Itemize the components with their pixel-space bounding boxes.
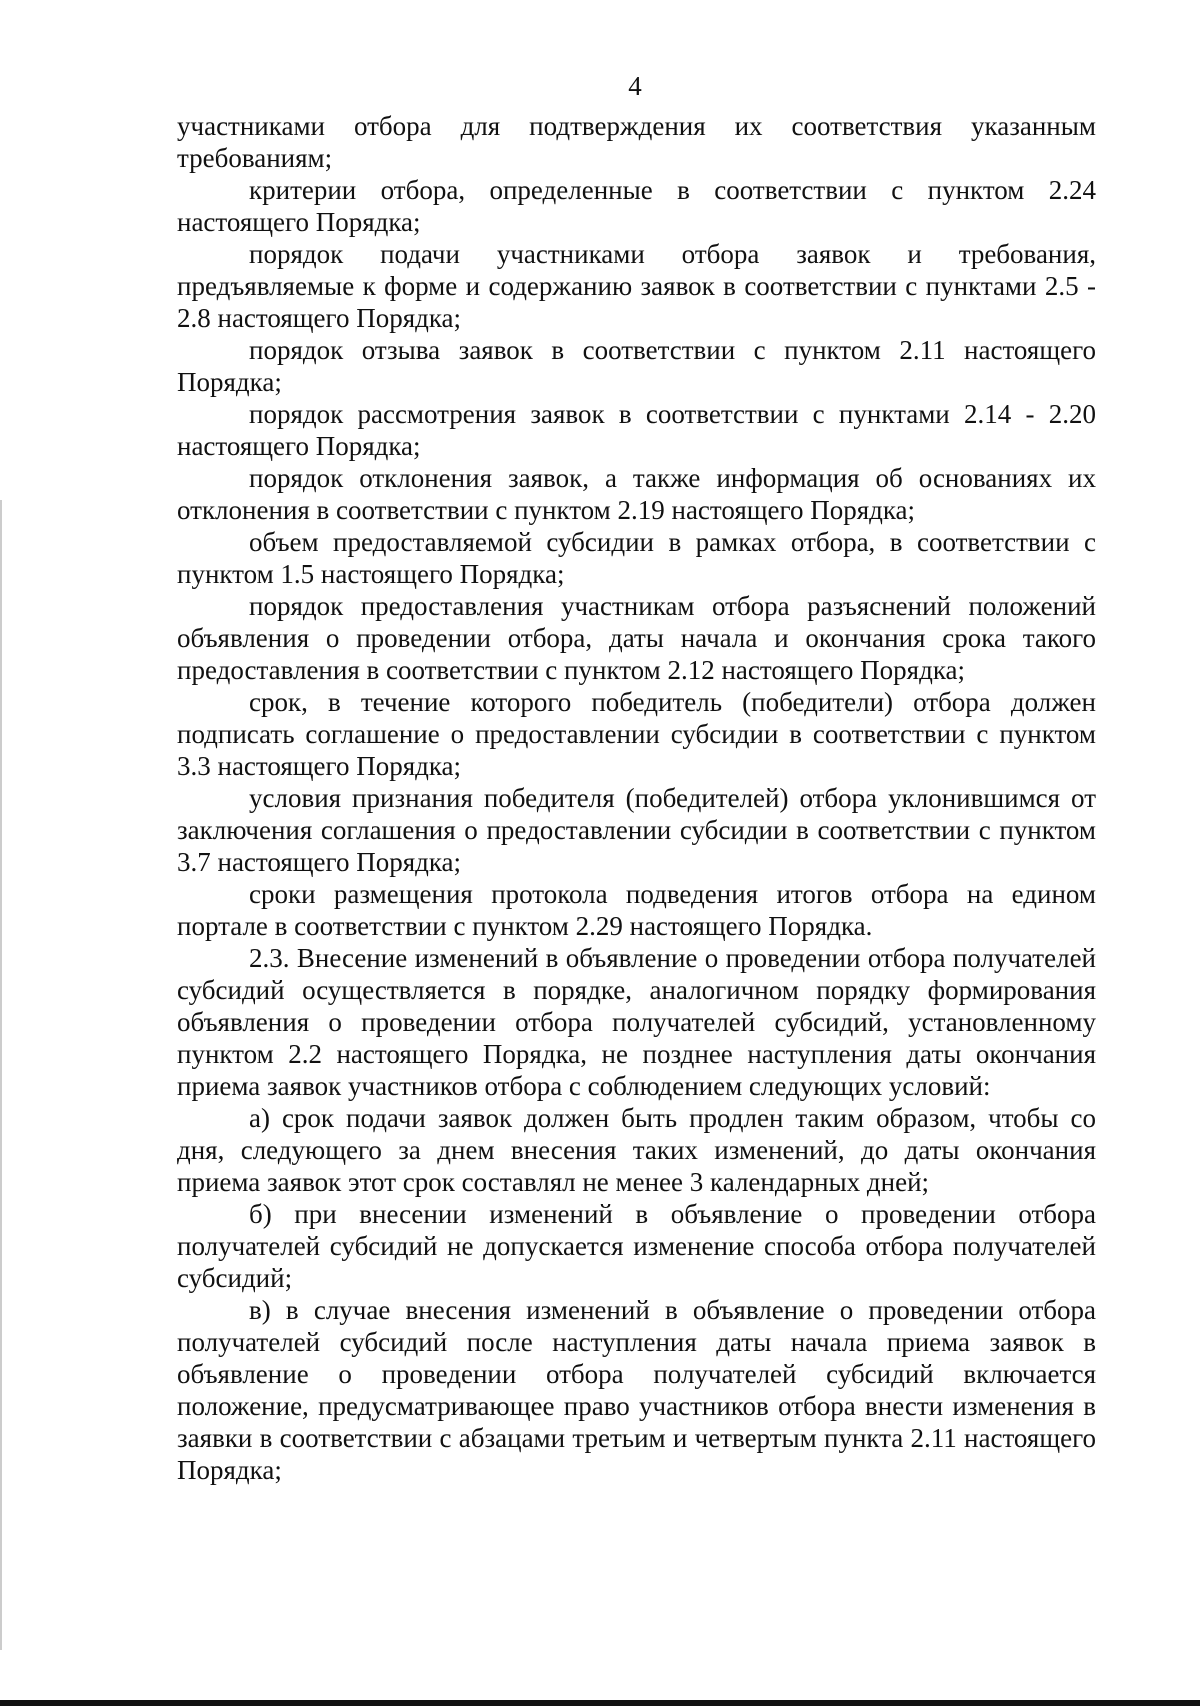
paragraph-withdrawal-procedure: порядок отзыва заявок в соответствии с пунктом 2.11 настоящего Порядка; (177, 335, 1096, 397)
paragraph-signing-deadline: срок, в течение которого победитель (победители) отбора должен подписать соглашение о предоставлении субсидии в соответствии с пунктом 3.3 настоящего Порядка; (177, 687, 1096, 781)
paragraph-section-2-3: 2.3. Внесение изменений в объявление о проведении отбора получателей субсидий осуществляется в порядке, аналогичном порядку формирования объявления о проведении отбора получателей субсидий, установленному пунктом 2.2 настоящего Порядка, не позднее наступления даты окончания приема заявок участников отбора с соблюдением следующих условий: (177, 943, 1096, 1101)
paragraph-review-procedure: порядок рассмотрения заявок в соответствии с пунктами 2.14 - 2.20 настоящего Порядка; (177, 399, 1096, 461)
paragraph-subsidy-volume: объем предоставляемой субсидии в рамках отбора, в соответствии с пунктом 1.5 настоящего Порядка; (177, 527, 1096, 589)
paragraph-item-a: а) срок подачи заявок должен быть продлен таким образом, чтобы со дня, следующего за днем внесения таких изменений, до даты окончания приема заявок этот срок составлял не менее 3 календарных дней; (177, 1103, 1096, 1197)
paragraph-continuation: участниками отбора для подтверждения их соответствия указанным требованиям; (177, 111, 1096, 173)
page-number: 4 (628, 71, 642, 101)
scan-bottom-edge (0, 1700, 1200, 1706)
paragraph-protocol-publication: сроки размещения протокола подведения итогов отбора на едином портале в соответствии с пунктом 2.29 настоящего Порядка. (177, 879, 1096, 941)
paragraph-item-b: б) при внесении изменений в объявление о проведении отбора получателей субсидий не допускается изменение способа отбора получателей субсидий; (177, 1199, 1096, 1293)
paragraph-evasion-conditions: условия признания победителя (победителей) отбора уклонившимся от заключения соглашения о предоставлении субсидии в соответствии с пунктом 3.7 настоящего Порядка; (177, 783, 1096, 877)
paragraph-clarification-procedure: порядок предоставления участникам отбора разъяснений положений объявления о проведении отбора, даты начала и окончания срока такого предоставления в соответствии с пунктом 2.12 настоящего Порядка; (177, 591, 1096, 685)
scan-left-edge (0, 500, 2, 1650)
paragraph-selection-criteria: критерии отбора, определенные в соответствии с пунктом 2.24 настоящего Порядка; (177, 175, 1096, 237)
paragraph-rejection-procedure: порядок отклонения заявок, а также информация об основаниях их отклонения в соответствии с пунктом 2.19 настоящего Порядка; (177, 463, 1096, 525)
document-body (177, 110, 1096, 1486)
paragraph-item-v: в) в случае внесения изменений в объявление о проведении отбора получателей субсидий после наступления даты начала приема заявок в объявление о проведении отбора получателей субсидий включается положение, предусматривающее право участников отбора внести изменения в заявки в соответствии с абзацами третьим и четвертым пункта 2.11 настоящего Порядка; (177, 1295, 1096, 1485)
paragraph-application-procedure: порядок подачи участниками отбора заявок и требования, предъявляемые к форме и содержанию заявок в соответствии с пунктами 2.5 - 2.8 настоящего Порядка; (177, 239, 1096, 333)
